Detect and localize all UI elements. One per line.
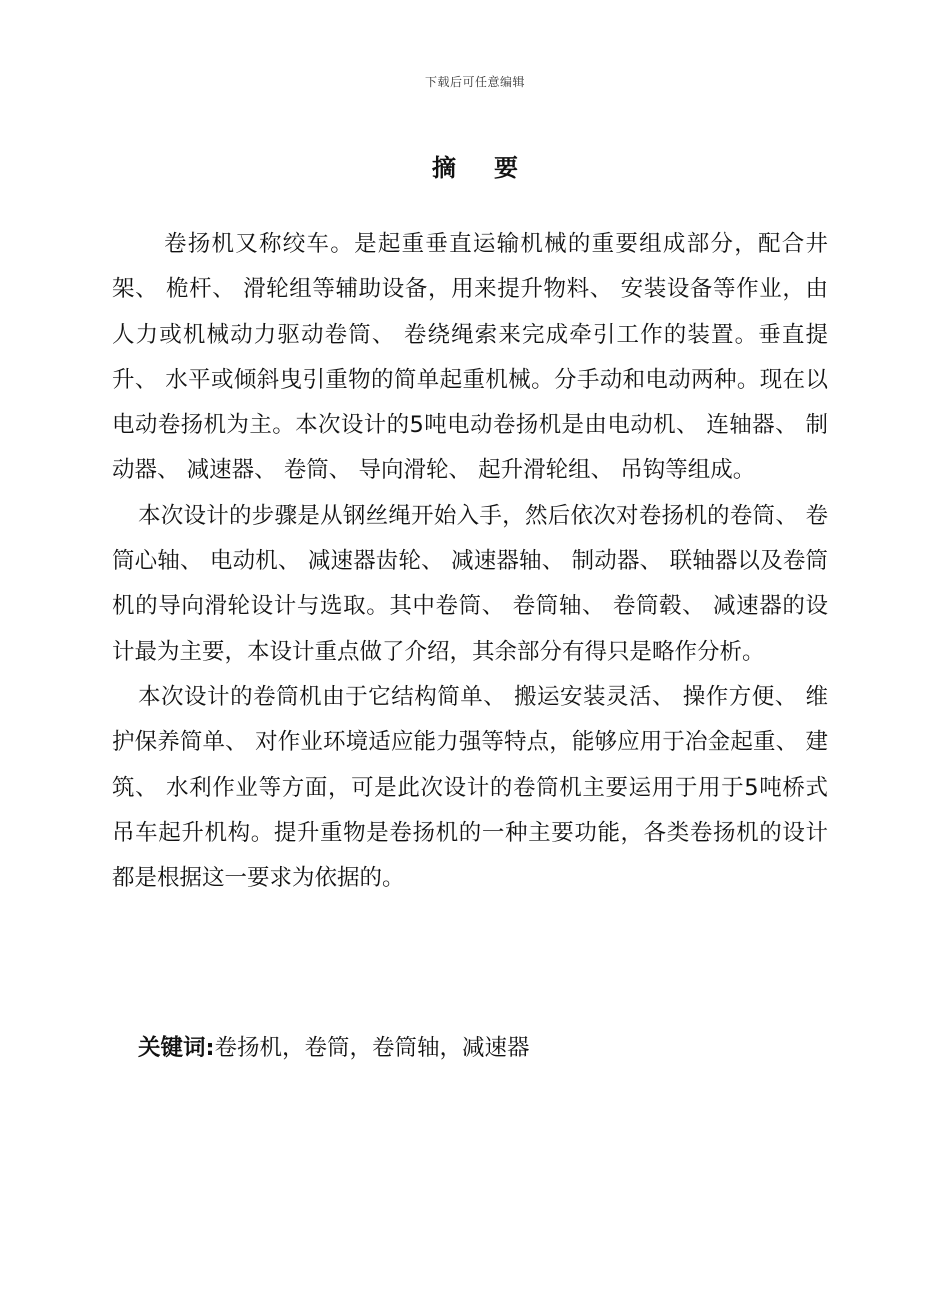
- keywords-line: [138, 1030, 828, 1066]
- abstract-paragraph-2: 本次设计的步骤是从钢丝绳开始入手，然后依次对卷扬机的卷筒、 卷筒心轴、 电动机、 减速器齿轮、 减速器轴、 制动器、 联轴器以及卷筒机的导向滑轮设计与选取。其中卷筒、 卷筒轴、 卷筒毂、 减速器的设计最为主要，本设计重点做了介绍，其余部分有得只是略作分析。: [112, 502, 828, 665]
- page-header-note: 下载后可任意编辑: [424, 75, 525, 89]
- abstract-body: [112, 222, 828, 901]
- abstract-paragraph-1: 卷扬机又称绞车。是起重垂直运输机械的重要组成部分，配合井架、 桅杆、 滑轮组等辅助设备，用来提升物料、 安装设备等作业，由人力或机械动力驱动卷筒、 卷绕绳索来完成牵引工作的装置。垂直提升、 水平或倾斜曳引重物的简单起重机械。分手动和电动两种。现在以电动卷扬机为主。本次设计的5吨电动卷扬机是由电动机、 连轴器、 制动器、 减速器、 卷筒、 导向滑轮、 起升滑轮组、 吊钩等组成。: [112, 231, 828, 484]
- keywords-value: 卷扬机，卷筒，卷筒轴，减速器: [214, 1035, 530, 1061]
- abstract-paragraph-3: 本次设计的卷筒机由于它结构简单、 搬运安装灵活、 操作方便、 维护保养简单、 对作业环境适应能力强等特点，能够应用于冶金起重、 建筑、 水利作业等方面，可是此次设计的卷筒机主要运用于用于5吨桥式吊车起升机构。提升重物是卷扬机的一种主要功能，各类卷扬机的设计都是根据这一要求为依据的。: [112, 683, 828, 892]
- keywords-label: 关键词:: [138, 1035, 215, 1061]
- abstract-title: 摘要: [432, 154, 556, 182]
